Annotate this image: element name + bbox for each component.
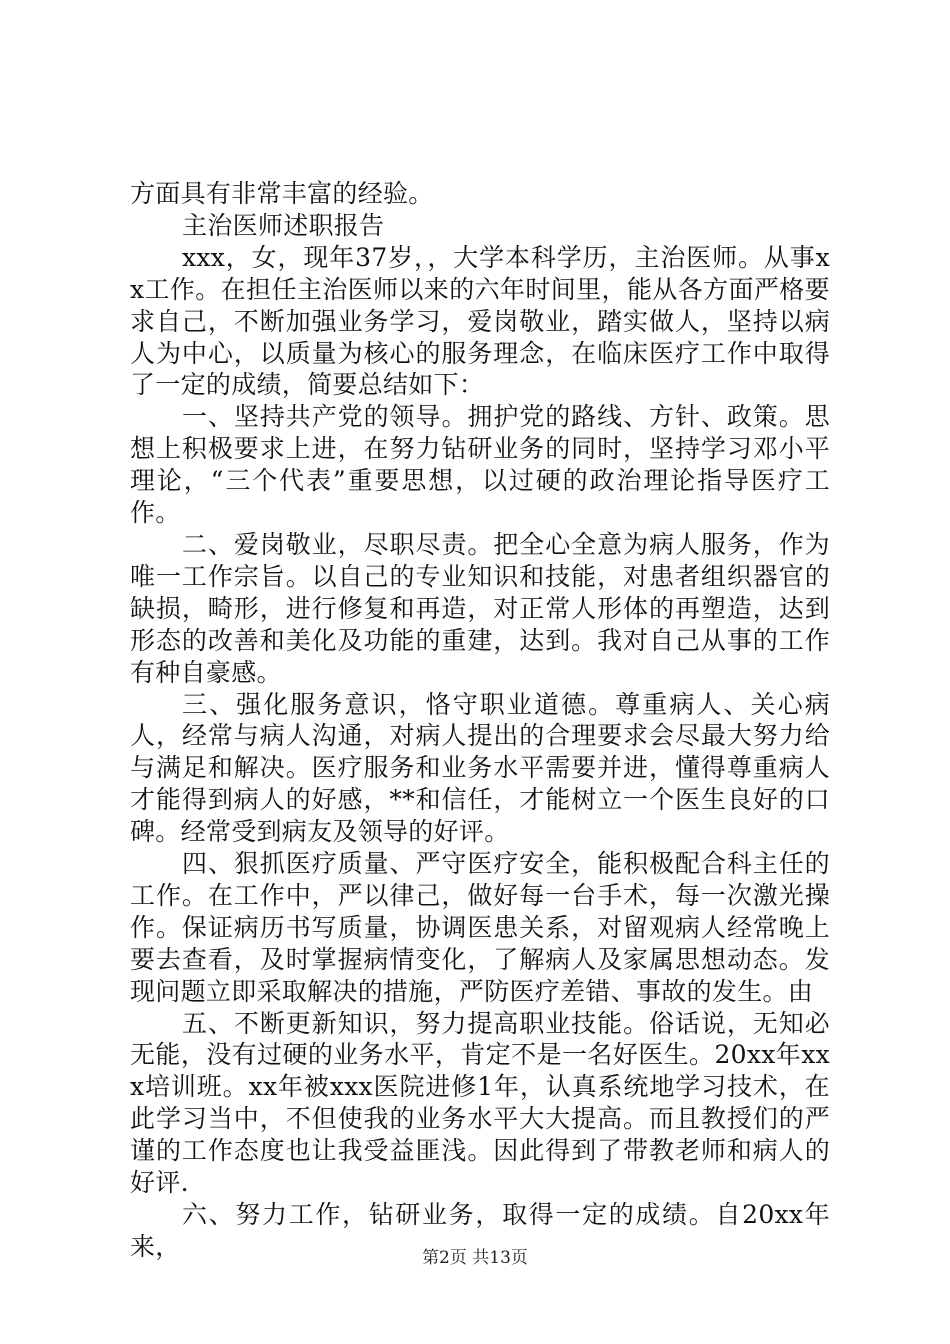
paragraph-section-3: 三、强化服务意识，恪守职业道德。尊重病人、关心病人，经常与病人沟通，对病人提出的合理要求会尽最大努力给与满足和解决。医疗服务和业务水平需要并进，懂得尊重病人才能得到病人的好感，**和信任，才能树立一个医生良好的口碑。经常受到病友及领导的好评。	[130, 689, 830, 847]
paragraph-self-introduction: xxx，女，现年37岁，，大学本科学历，主治医师。从事xx工作。在担任主治医师以来的六年时间里，能从各方面严格要求自己，不断加强业务学习，爱岗敬业，踏实做人，坚持以病人为中心，以质量为核心的服务理念，在临床医疗工作中取得了一定的成绩，简要总结如下：	[130, 242, 830, 400]
paragraph-section-4: 四、狠抓医疗质量、严守医疗安全，能积极配合科主任的工作。在工作中，严以律己，做好每一台手术，每一次激光操作。保证病历书写质量，协调医患关系，对留观病人经常晚上要去查看，及时掌握病情变化，了解病人及家属思想动态。发现问题立即采取解决的措施，严防医疗差错、事故的发生。由	[130, 849, 830, 1006]
report-title: 主治医师述职报告	[182, 210, 385, 240]
paragraph-section-2: 二、爱岗敬业，尽职尽责。把全心全意为病人服务，作为唯一工作宗旨。以自己的专业知识和技能，对患者组织器官的缺损，畸形，进行修复和再造，对正常人形体的再塑造，达到形态的改善和美化及功能的重建，达到。我对自己从事的工作有种自豪感。	[130, 529, 830, 687]
paragraph-intro-continued: 方面具有非常丰富的经验。	[130, 179, 434, 208]
document-body	[130, 178, 830, 1263]
paragraph-section-6: 六、努力工作，钻研业务，取得一定的成绩。自20xx年来，	[130, 1200, 830, 1261]
page-number-footer: 第2页 共13页	[422, 1248, 528, 1268]
paragraph-section-5: 五、不断更新知识，努力提高职业技能。俗话说，无知必无能，没有过硬的业务水平，肯定不是一名好医生。20xx年xxx培训班。xx年被xxx医院进修1年，认真系统地学习技术，在此学习当中，不但使我的业务水平大大提高。而且教授们的严谨的工作态度也让我受益匪浅。因此得到了带教老师和病人的好评.	[130, 1008, 830, 1198]
paragraph-section-1: 一、坚持共产党的领导。拥护党的路线、方针、政策。思想上积极要求上进，在努力钻研业务的同时，坚持学习邓小平理论，“三个代表”重要思想，以过硬的政治理论指导医疗工作。	[130, 402, 830, 528]
